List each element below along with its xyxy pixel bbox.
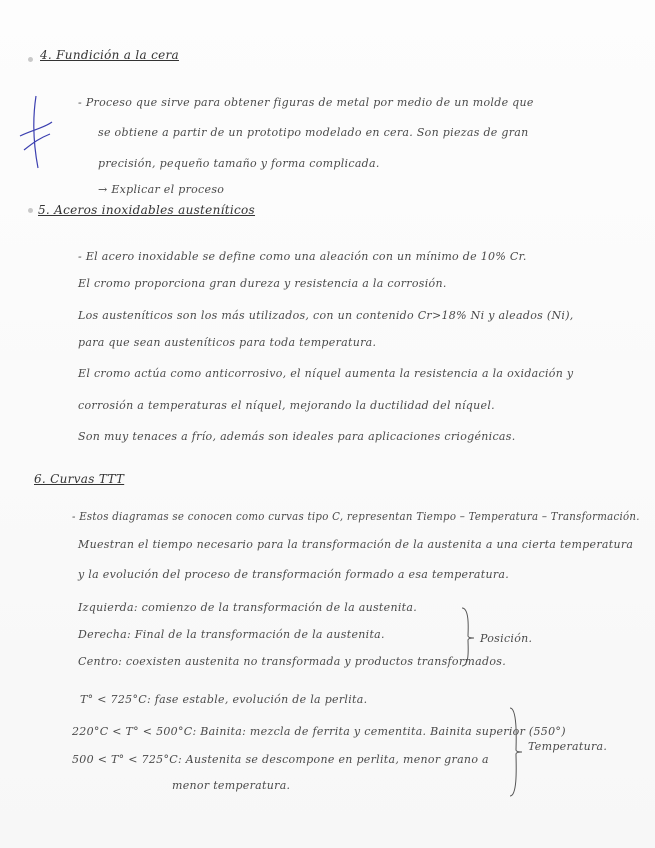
section-5-title: 5. Aceros inoxidables austeníticos: [38, 203, 256, 217]
posicion-label: Posición.: [480, 632, 533, 645]
s5-line-4: para que sean austeníticos para toda temperatura.: [78, 336, 377, 349]
s5-line-7: Son muy tenaces a frío, además son ideales para aplicaciones criogénicas.: [78, 430, 516, 443]
s6-line-5: Derecha: Final de la transformación de la austenita.: [78, 628, 385, 641]
section-4-title: 4. Fundición a la cera: [40, 48, 179, 62]
s4-line-1: - Proceso que sirve para obtener figuras de metal por medio de un molde que: [78, 96, 534, 109]
s6-line-8: 220°C < T° < 500°C: Bainita: mezcla de ferrita y cementita. Bainita superior (550°): [72, 725, 566, 738]
s5-line-6: corrosión a temperaturas el níquel, mejorando la ductilidad del níquel.: [78, 399, 495, 412]
s6-line-4: Izquierda: comienzo de la transformación de la austenita.: [78, 601, 418, 614]
s6-line-2: Muestran el tiempo necesario para la transformación de la austenita a una cierta temperatura: [78, 538, 634, 551]
s6-line-7: T° < 725°C: fase estable, evolución de la perlita.: [80, 693, 368, 706]
s5-line-5: El cromo actúa como anticorrosivo, el níquel aumenta la resistencia a la oxidación y: [78, 367, 574, 380]
brace-icon: [458, 606, 478, 668]
s6-line-10: menor temperatura.: [172, 779, 291, 792]
bullet-dot: [28, 57, 33, 62]
section-6-heading: [34, 472, 124, 486]
s4-line-3: precisión, pequeño tamaño y forma complicada.: [98, 157, 380, 170]
section-5-heading: [38, 203, 255, 217]
bullet-dot: [28, 208, 33, 213]
section-4-heading: [40, 48, 179, 62]
brace-icon: [506, 706, 526, 798]
margin-scribble-icon: [14, 92, 54, 172]
s6-line-9: 500 < T° < 725°C: Austenita se descompone en perlita, menor grano a: [72, 753, 489, 766]
s6-line-6: Centro: coexisten austenita no transformada y productos transformados.: [78, 655, 507, 668]
temperatura-label: Temperatura.: [528, 740, 608, 753]
section-6-title: 6. Curvas TTT: [34, 472, 125, 486]
s6-line-3: y la evolución del proceso de transformación formado a esa temperatura.: [78, 568, 510, 581]
s5-line-1: - El acero inoxidable se define como una aleación con un mínimo de 10% Cr.: [78, 250, 527, 263]
s4-line-2: se obtiene a partir de un prototipo modelado en cera. Son piezas de gran: [98, 126, 529, 139]
s4-line-4: → Explicar el proceso: [98, 183, 225, 196]
s5-line-3: Los austeníticos son los más utilizados, con un contenido Cr>18% Ni y aleados (Ni),: [78, 309, 574, 322]
s5-line-2: El cromo proporciona gran dureza y resistencia a la corrosión.: [78, 277, 447, 290]
s6-line-1: - Estos diagramas se conocen como curvas tipo C, representan Tiempo – Temperatura – Transformación.: [72, 510, 640, 523]
